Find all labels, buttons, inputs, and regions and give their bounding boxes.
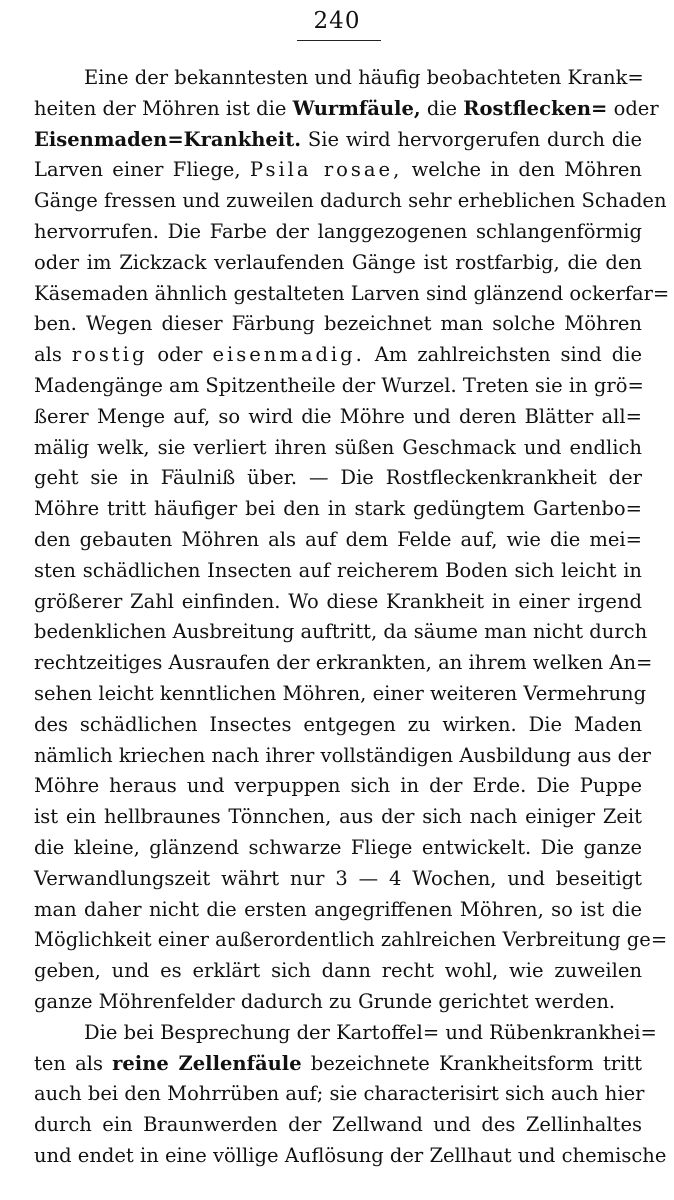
- text-segment: Larven einer Fliege,: [34, 158, 250, 182]
- text-segment: Möhre heraus und verpuppen sich in der Erde. Die Puppe: [34, 774, 642, 798]
- text-line: [34, 833, 642, 864]
- text-segment: ganze Möhrenfelder dadurch zu Grunde gerichtet werden.: [34, 989, 616, 1013]
- text-segment: sten schädlichen Insecten auf reicherem Boden sich leicht in: [34, 558, 642, 582]
- text-line: [34, 956, 642, 987]
- text-segment: oder: [607, 96, 659, 120]
- emphasis-text: Wurmfäule,: [292, 96, 421, 120]
- text-line: [34, 895, 642, 926]
- text-line: [34, 94, 659, 125]
- text-line: [34, 1141, 667, 1172]
- text-line: [34, 371, 642, 402]
- text-line: [34, 1110, 642, 1141]
- text-line: [34, 679, 647, 710]
- text-segment: Am zahlreichsten sind die: [364, 343, 642, 367]
- text-segment: ßerer Menge auf, so wird die Möhre und deren Blätter all=: [34, 404, 642, 428]
- text-line: [34, 1079, 645, 1110]
- text-line: [34, 617, 648, 648]
- text-line: [34, 1049, 642, 1080]
- text-segment: Madengänge am Spitzentheile der Wurzel. Treten sie in grö=: [34, 373, 644, 397]
- text-segment: und endet in eine völlige Auflösung der Zellhaut und chemische: [34, 1143, 667, 1167]
- text-segment: ben. Wegen dieser Färbung bezeichnet man solche Möhren: [34, 312, 642, 336]
- text-line: [34, 155, 642, 186]
- spaced-text: rostig: [71, 343, 148, 367]
- text-segment: ist ein hellbraunes Tönnchen, aus der sich nach einiger Zeit: [34, 805, 642, 829]
- paragraph: [34, 1018, 667, 1172]
- text-segment: Verwandlungszeit währt nur 3 — 4 Wochen, und beseitigt: [34, 866, 642, 890]
- text-segment: sehen leicht kenntlichen Möhren, einer weiteren Vermehrung: [34, 681, 647, 705]
- text-segment: rechtzeitiges Ausraufen der erkrankten, an ihrem welken An=: [34, 651, 653, 675]
- header-rule: [297, 40, 381, 41]
- text-segment: hervorrufen. Die Farbe der langgezogenen schlangenförmig: [34, 219, 642, 243]
- page-number: 240: [313, 8, 361, 34]
- text-line: [34, 741, 651, 772]
- text-segment: heiten der Möhren ist die: [34, 96, 293, 120]
- text-line: [34, 125, 642, 156]
- text-segment: bedenklichen Ausbreitung auftritt, da säume man nicht durch: [34, 620, 648, 644]
- text-line: [34, 587, 642, 618]
- text-line: [34, 186, 667, 217]
- emphasis-text: Rostflecken=: [463, 96, 608, 120]
- body-text: [34, 63, 670, 1172]
- text-segment: man daher nicht die ersten angegriffenen Möhren, so ist die: [34, 897, 642, 921]
- text-segment: Die bei Besprechung der Kartoffel= und Rübenkrankhei=: [84, 1020, 657, 1044]
- text-segment: nämlich kriechen nach ihrer vollständigen Ausbildung aus der: [34, 743, 651, 767]
- text-line: [34, 771, 642, 802]
- text-segment: Sie wird hervorgerufen durch die: [301, 127, 642, 151]
- text-line: [34, 433, 642, 464]
- text-segment: Gänge fressen und zuweilen dadurch sehr erheblichen Schaden: [34, 189, 667, 213]
- text-segment: oder: [147, 343, 213, 367]
- text-segment: geht sie in Fäulniß über. — Die Rostfleckenkrankheit der: [34, 466, 642, 490]
- text-segment: Eine der bekanntesten und häufig beobachteten Krank=: [84, 66, 644, 89]
- text-line: [34, 710, 642, 741]
- text-line: [34, 309, 642, 340]
- text-line: [34, 463, 642, 494]
- text-segment: oder im Zickzack verlaufenden Gänge ist rostfarbig, die den: [34, 250, 642, 274]
- text-segment: die kleine, glänzend schwarze Fliege entwickelt. Die ganze: [34, 835, 642, 859]
- text-line: [34, 340, 642, 371]
- text-line: [34, 864, 642, 895]
- text-segment: durch ein Braunwerden der Zellwand und des Zellinhaltes: [34, 1113, 642, 1137]
- text-segment: auch bei den Mohrrüben auf; sie characterisirt sich auch hier: [34, 1082, 645, 1106]
- text-segment: als: [34, 343, 72, 367]
- text-line: [34, 279, 670, 310]
- text-line: [34, 525, 642, 556]
- text-segment: mälig welk, sie verliert ihren süßen Geschmack und endlich: [34, 435, 642, 459]
- text-segment: die: [420, 96, 464, 120]
- text-segment: ten als: [34, 1051, 113, 1075]
- text-line: [34, 217, 642, 248]
- text-segment: welche in den Möhren: [402, 158, 642, 182]
- text-line: [34, 248, 642, 279]
- text-line: [34, 494, 642, 525]
- emphasis-text: reine Zellenfäule: [112, 1051, 302, 1075]
- text-segment: größerer Zahl einfinden. Wo diese Krankheit in einer irgend: [34, 589, 642, 613]
- paragraph: [34, 63, 670, 1018]
- text-line: [34, 402, 642, 433]
- text-line: [34, 987, 642, 1018]
- text-line: [34, 63, 642, 94]
- text-segment: Möhre tritt häufiger bei den in stark gedüngtem Gartenbo=: [34, 497, 642, 521]
- text-segment: bezeichnete Krankheitsform tritt: [301, 1051, 643, 1075]
- text-line: [34, 925, 668, 956]
- text-line: [34, 802, 642, 833]
- text-line: [34, 556, 642, 587]
- text-segment: den gebauten Möhren als auf dem Felde auf, wie die mei=: [34, 527, 642, 551]
- text-line: [34, 1018, 657, 1049]
- text-segment: Möglichkeit einer außerordentlich zahlreichen Verbreitung ge=: [34, 928, 668, 952]
- text-segment: Käsemaden ähnlich gestalteten Larven sind glänzend ockerfar=: [34, 281, 670, 305]
- emphasis-text: Eisenmaden=Krankheit.: [34, 127, 301, 151]
- text-line: [34, 648, 653, 679]
- spaced-text: eisenmadig.: [212, 343, 365, 367]
- spaced-text: Psila rosae,: [249, 158, 403, 182]
- text-segment: des schädlichen Insectes entgegen zu wirken. Die Maden: [34, 712, 642, 736]
- text-segment: geben, und es erklärt sich dann recht wohl, wie zuweilen: [34, 959, 642, 983]
